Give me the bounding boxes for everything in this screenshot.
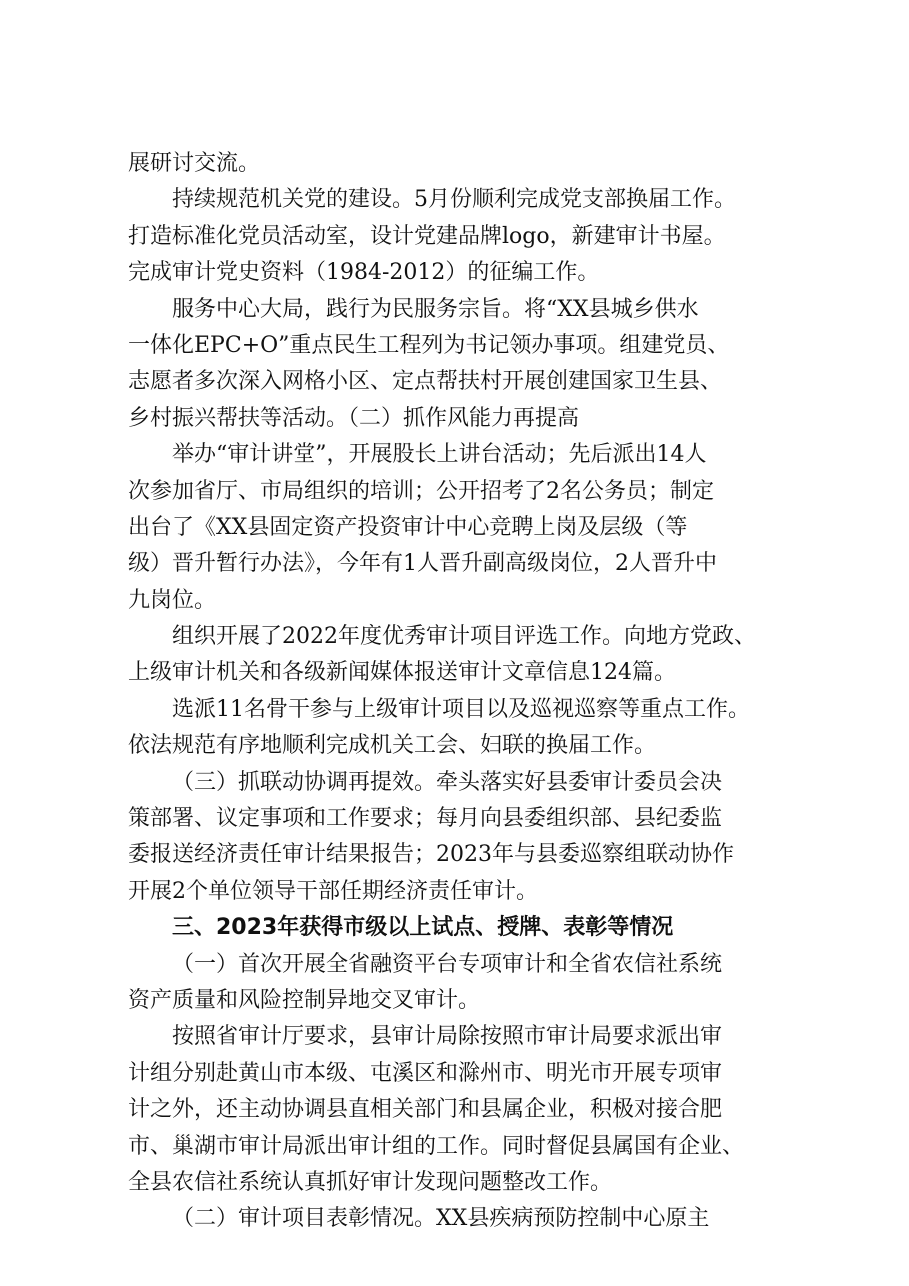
document-body [128, 146, 798, 1238]
document-line: 乡村振兴帮扶等活动。（二）抓作风能力再提高 [128, 405, 580, 431]
document-line: 持续规范机关党的建设。5月份顺利完成党支部换届工作。 [172, 187, 736, 213]
document-line: 九岗位。 [128, 587, 217, 613]
document-line: 按照省审计厅要求，县审计局除按照市审计局要求派出审 [172, 1024, 723, 1050]
document-line: 志愿者多次深入网格小区、定点帮扶村开展创建国家卫生县、 [128, 369, 723, 395]
document-line: 举办“审计讲堂”，开展股长上讲台活动；先后派出14人 [172, 442, 707, 468]
document-line: 级）晋升暂行办法》，今年有1人晋升副高级岗位，2人晋升中 [128, 551, 717, 577]
document-line: 次参加省厅、市局组织的培训；公开招考了2名公务员；制定 [128, 478, 714, 504]
document-line: 出台了《XX县固定资产投资审计中心竞聘上岗及层级（等 [128, 514, 688, 540]
document-line: 计之外，还主动协调县直相关部门和县属企业，积极对接合肥 [128, 1097, 723, 1123]
document-line: 组织开展了2022年度优秀审计项目评选工作。向地方党政、 [172, 624, 756, 650]
document-line: 计组分别赴黄山市本级、屯溪区和滁州市、明光市开展专项审 [128, 1060, 723, 1086]
document-line: 市、巢湖市审计局派出审计组的工作。同时督促县属国有企业、 [128, 1133, 745, 1159]
document-line: 完成审计党史资料（1984-2012）的征编工作。 [128, 260, 600, 286]
document-line: 策部署、议定事项和工作要求；每月向县委组织部、县纪委监 [128, 806, 723, 832]
document-line: 服务中心大局，践行为民服务宗旨。将“XX县城乡供水 [172, 296, 699, 322]
section-heading: 三、2023年获得市级以上试点、授牌、表彰等情况 [172, 915, 674, 941]
document-line: 依法规范有序地顺利完成机关工会、妇联的换届工作。 [128, 733, 657, 759]
document-line: （三）抓联动协调再提效。牵头落实好县委审计委员会决 [172, 769, 723, 795]
document-line: 上级审计机关和各级新闻媒体报送审计文章信息124篇。 [128, 660, 676, 686]
document-line: 一体化EPC+O”重点民生工程列为书记领办事项。组建党员、 [128, 332, 730, 358]
document-line: 选派11名骨干参与上级审计项目以及巡视巡察等重点工作。 [172, 696, 750, 722]
document-line: 开展2个单位领导干部任期经济责任审计。 [128, 878, 538, 904]
document-line: 打造标准化党员活动室，设计党建品牌logo，新建审计书屋。 [128, 223, 726, 249]
document-line: 委报送经济责任审计结果报告；2023年与县委巡察组联动协作 [128, 842, 734, 868]
document-line: 展研讨交流。 [128, 151, 261, 176]
document-line: 资产质量和风险控制异地交叉审计。 [128, 987, 481, 1013]
document-line: 全县农信社系统认真抓好审计发现问题整改工作。 [128, 1169, 613, 1195]
document-line: （一）首次开展全省融资平台专项审计和全省农信社系统 [172, 951, 723, 977]
document-line: （二）审计项目表彰情况。XX县疾病预防控制中心原主 [172, 1206, 710, 1232]
